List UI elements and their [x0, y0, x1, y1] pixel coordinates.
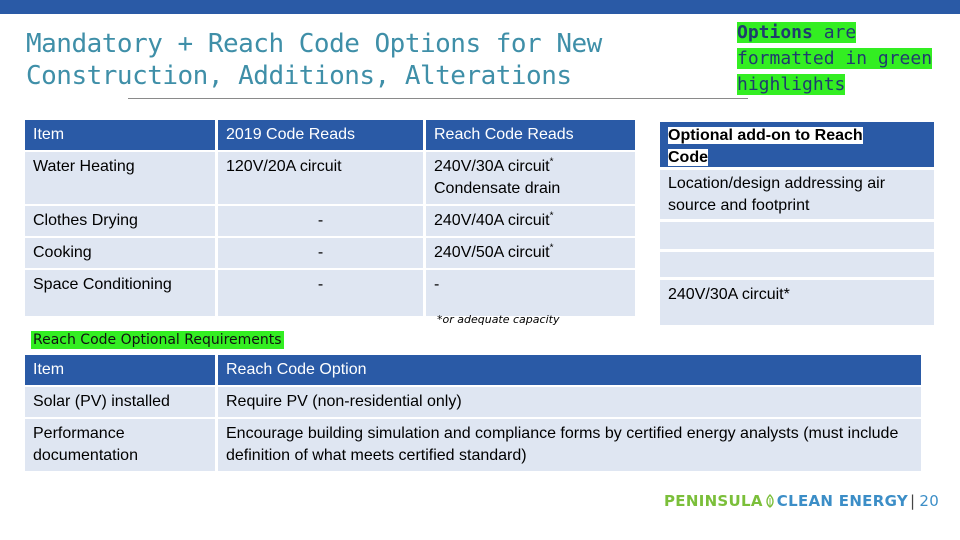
row-item: Cooking — [25, 236, 215, 268]
addon-header-line-1: Optional add-on to Reach — [668, 127, 863, 144]
note-rest: are — [812, 22, 857, 43]
row-item: Solar (PV) installed — [25, 385, 215, 417]
table-header-row — [25, 355, 921, 385]
table-row — [25, 417, 921, 471]
header-2019-code: 2019 Code Reads — [215, 120, 423, 150]
footer-separator: | — [910, 492, 916, 510]
row-option: Encourage building simulation and compliance forms by certified energy analysts (must include definition of what meets certified standard) — [215, 417, 921, 471]
top-accent-bar — [0, 0, 960, 14]
reach-superscript: * — [549, 210, 554, 222]
row-item: Water Heating — [25, 150, 215, 204]
code-comparison-table — [25, 120, 635, 316]
header-item: Item — [25, 355, 215, 385]
table-row — [25, 385, 921, 417]
table-header-row — [25, 120, 635, 150]
reach-line-1: 240V/30A circuit — [434, 158, 550, 175]
highlight-note — [737, 20, 959, 98]
table-row — [25, 204, 635, 236]
title-line-2: Construction, Additions, Alterations — [26, 61, 572, 91]
page-title — [26, 28, 716, 92]
note-bold-word: Options — [737, 22, 813, 43]
row-reach-code — [423, 204, 635, 236]
row-reach-code — [423, 236, 635, 268]
logo-text-peninsula: PENINSULA — [664, 492, 763, 510]
row-item: Clothes Drying — [25, 204, 215, 236]
row-option: Require PV (non-residential only) — [215, 385, 921, 417]
page-number: 20 — [919, 492, 940, 510]
addon-row-location: Location/design addressing air source and footprint — [660, 170, 934, 222]
reach-line-2: Condensate drain — [434, 180, 561, 197]
optional-requirements-table — [25, 355, 921, 471]
row-item: Space Conditioning — [25, 268, 215, 316]
title-divider — [128, 98, 748, 99]
section-label: Reach Code Optional Requirements — [33, 332, 282, 348]
leaf-icon — [765, 494, 775, 508]
reach-line-1: 240V/50A circuit — [434, 244, 550, 261]
row-2019-code: 120V/20A circuit — [215, 150, 423, 204]
row-2019-code: - — [215, 268, 423, 316]
optional-addon-box — [660, 122, 934, 328]
footnote: *or adequate capacity — [437, 313, 560, 326]
table-row — [25, 236, 635, 268]
row-reach-code — [423, 150, 635, 204]
reach-superscript: * — [549, 242, 554, 254]
note-line-3: highlights — [737, 74, 846, 95]
company-logo — [664, 492, 939, 510]
addon-row-circuit: 240V/30A circuit* — [660, 280, 934, 328]
addon-header — [660, 122, 934, 170]
reach-line-1: 240V/40A circuit — [434, 212, 550, 229]
note-line-2: formatted in green — [737, 48, 933, 69]
row-2019-code: - — [215, 204, 423, 236]
reach-superscript: * — [549, 156, 554, 168]
header-item: Item — [25, 120, 215, 150]
addon-row-empty-2 — [660, 252, 934, 280]
header-reach-option: Reach Code Option — [215, 355, 921, 385]
addon-header-line-2: Code — [668, 149, 708, 166]
row-2019-code: - — [215, 236, 423, 268]
row-reach-code: - — [423, 268, 635, 316]
table-row — [25, 268, 635, 316]
header-reach-code: Reach Code Reads — [423, 120, 635, 150]
addon-row-empty-1 — [660, 222, 934, 252]
table-row — [25, 150, 635, 204]
logo-text-clean-energy: CLEAN ENERGY — [776, 492, 909, 510]
title-line-1: Mandatory + Reach Code Options for New — [26, 29, 602, 59]
row-item: Performance documentation — [25, 417, 215, 471]
